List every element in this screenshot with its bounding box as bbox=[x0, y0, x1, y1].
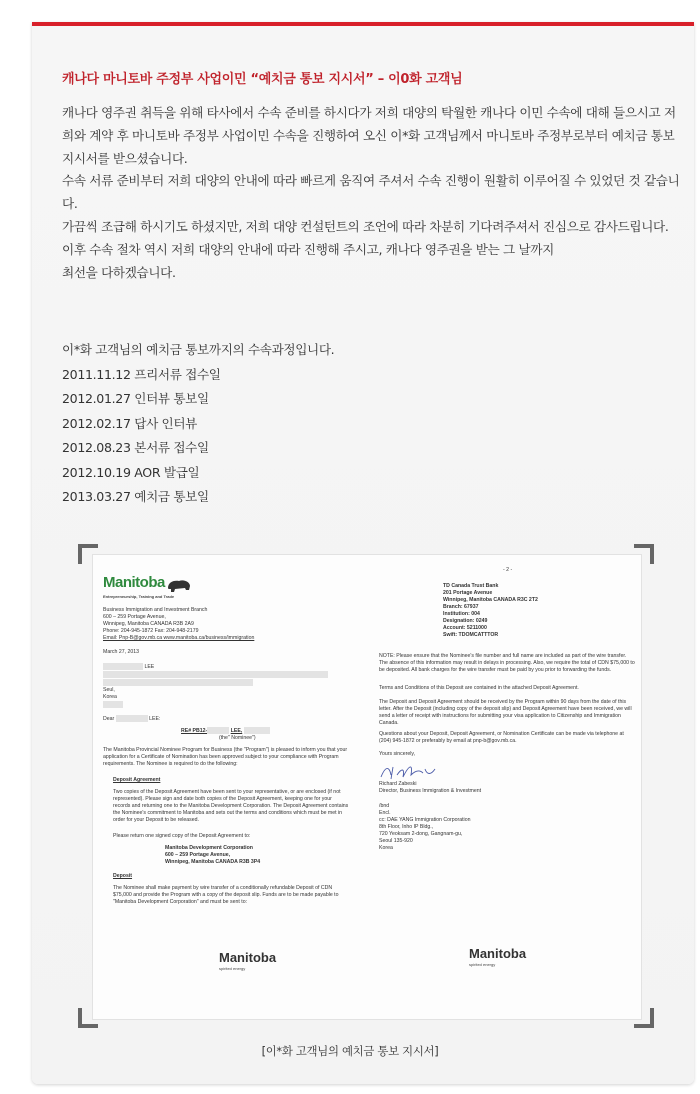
bison-icon bbox=[166, 578, 192, 594]
department: Entrepreneurship, Training and Trade bbox=[103, 594, 175, 599]
letter-sheet bbox=[92, 554, 642, 1020]
enclosures: /bnd Encl. cc: DAE YANG Immigration Corporation 8th Floor, Inho IP Bldg., 720 Yeoksam 2-dong, Gangnam-gu, Seoul 135-920 Korea bbox=[379, 803, 471, 851]
post-title: 캐나다 마니토바 주정부 사업이민 “예치금 통보 지시서” – 이0화 고객님 bbox=[62, 72, 463, 87]
timeline-item: 2012.08.23 본서류 접수일 bbox=[62, 440, 209, 455]
footer-logo: Manitoba spirited energy bbox=[469, 946, 527, 967]
footer-logo: Manitoba spirited energy bbox=[219, 950, 277, 971]
letter-photo bbox=[78, 544, 654, 1028]
signer: Richard Zabeski Director, Business Immigration & Investment bbox=[379, 781, 482, 794]
note-text: NOTE: Please ensure that the Nominee's file number and full name are included as part of the wire transfer. The absence of this information may result in delays in processing. Also, we require the total of CDN $75,000 to be deposited. All bank charges for the wire transfer must be paid by you prior to forwarding the funds. bbox=[379, 653, 635, 673]
timeline-item: 2012.01.27 인터뷰 통보일 bbox=[62, 391, 209, 406]
recipient: LEE Seul, Korea bbox=[103, 663, 333, 709]
deposit-heading: Deposit bbox=[113, 873, 133, 879]
questions-text: Questions about your Deposit, Deposit Agreement, or Nomination Certificate can be made via telephone at (204) 945-1872 or preferably by email at pnp-b@gov.mb.ca. bbox=[379, 731, 624, 744]
sender-address: Business Immigration and Investment Branch 600 – 259 Portage Avenue, Winnipeg, Manitoba CANADA R3B 2A9 Phone: 204-945-1872 Fax: 204-948-2179 Email: Pnp-B@gov.mb.ca www.manitoba.ca/business/immigration bbox=[103, 607, 255, 641]
timeline-item: 2011.11.12 프리서류 접수일 bbox=[62, 366, 221, 382]
deposit-agreement-heading: Deposit Agreement bbox=[113, 777, 161, 783]
body-paragraph: 최선을 다하겠습니다. bbox=[62, 264, 176, 280]
deposit-agreement-text: Two copies of the Deposit Agreement have been sent to your representative, or are enclosed (if not represented). Please sign and date both copies of the Deposit Agreement, keeping one for your records and returning one to the Manitoba Development Corporation. The Deposit Agreement contains the Nominee's commitment to Manitoba and sets out the terms and conditions which must be met in order for your Deposit to be released. bbox=[113, 789, 349, 823]
nominee-note: (the" Nominee") bbox=[219, 735, 256, 741]
letter-date: March 27, 2013 bbox=[103, 649, 140, 655]
deposit-text: The Nominee shall make payment by wire transfer of a conditionally refundable Deposit of CDN $75,000 and provide the Program with a copy of the deposit slip. Funds are to be made payable to "Manitoba Development Corporation" and must be sent to: bbox=[113, 885, 339, 905]
content-card bbox=[32, 22, 694, 1084]
letter-page-1 bbox=[101, 555, 357, 1019]
terms-text: Terms and Conditions of this Deposit are contained in the attached Deposit Agreement. bbox=[379, 685, 579, 691]
return-text: Please return one signed copy of the Deposit Agreement to: bbox=[113, 833, 251, 839]
body-paragraph: 캐나다 영주권 취득을 위해 타사에서 수속 준비를 하시다가 저희 대양의 탁월한 캐나다 이민 수속에 대해 들으시고 저희와 계약 후 마니토바 주정부 사업이민 수속을 진행하여 오신 이*화 고객님께서 마니토바 주정부로부터 예치금 통보 지시서를 받으셨습니다. bbox=[62, 105, 676, 166]
body-paragraph: 수속 서류 준비부터 저희 대양의 안내에 따라 빠르게 움직여 주셔서 수속 진행이 원활히 이루어질 수 있었던 것 같습니다. bbox=[62, 173, 680, 212]
closing: Yours sincerely, bbox=[379, 751, 416, 757]
receive-text: The Deposit and Deposit Agreement should be received by the Program within 90 days from the date of this letter. After the Deposit (including copy of the deposit slip) and Deposit Agreement have been received, we will send a letter of receipt with instructions for submitting your visa application to Citizenship and Immigration Canada. bbox=[379, 699, 632, 726]
signature bbox=[379, 761, 449, 783]
manitoba-logo: Manitoba bbox=[103, 575, 192, 594]
timeline-item: 2013.03.27 예치금 통보일 bbox=[62, 489, 209, 504]
timeline-item: 2012.10.19 AOR 발급일 bbox=[62, 464, 200, 480]
letter-page-2 bbox=[375, 555, 637, 1019]
image-caption: [이*화 고객님의 예치금 통보 지시서] bbox=[261, 1044, 439, 1058]
timeline-intro: 이*화 고객님의 예치금 통보까지의 수속과정입니다. bbox=[62, 342, 335, 357]
body-text bbox=[62, 102, 682, 284]
body-paragraph: 가끔씩 조급해 하시기도 하셨지만, 저희 대양 컨설턴트의 조언에 따라 차분히 기다려주셔서 진심으로 감사드립니다. bbox=[62, 218, 669, 234]
salutation: Dear LEE: bbox=[103, 715, 161, 722]
body-paragraph: 이후 수속 절차 역시 저희 대양의 안내에 따라 진행해 주시고, 캐나다 영주권을 받는 그 날까지 bbox=[62, 241, 554, 257]
page-number: - 2 - bbox=[503, 567, 513, 573]
timeline bbox=[62, 338, 334, 510]
reference: RE# PB12- LEE, bbox=[181, 727, 270, 735]
mdc-address: Manitoba Development Corporation 600 – 259 Portage Avenue, Winnipeg, Manitoba CANADA R3B 3P4 bbox=[165, 845, 261, 865]
bank-details: TD Canada Trust Bank 201 Portage Avenue Winnipeg, Manitoba CANADA R3C 2T2 Branch: 67937 Institution: 004 Designation: 0249 Account: 5211000 Swift: TDOMCATTTOR bbox=[443, 583, 538, 638]
timeline-item: 2012.02.17 답사 인터뷰 bbox=[62, 415, 197, 431]
intro-text: The Manitoba Provincial Nominee Program for Business (the "Program") is pleased to inform you that your application for a Certificate of Nomination has been approved subject to your compliance with Program requirements. The Nominee is required to do the following: bbox=[103, 747, 348, 767]
